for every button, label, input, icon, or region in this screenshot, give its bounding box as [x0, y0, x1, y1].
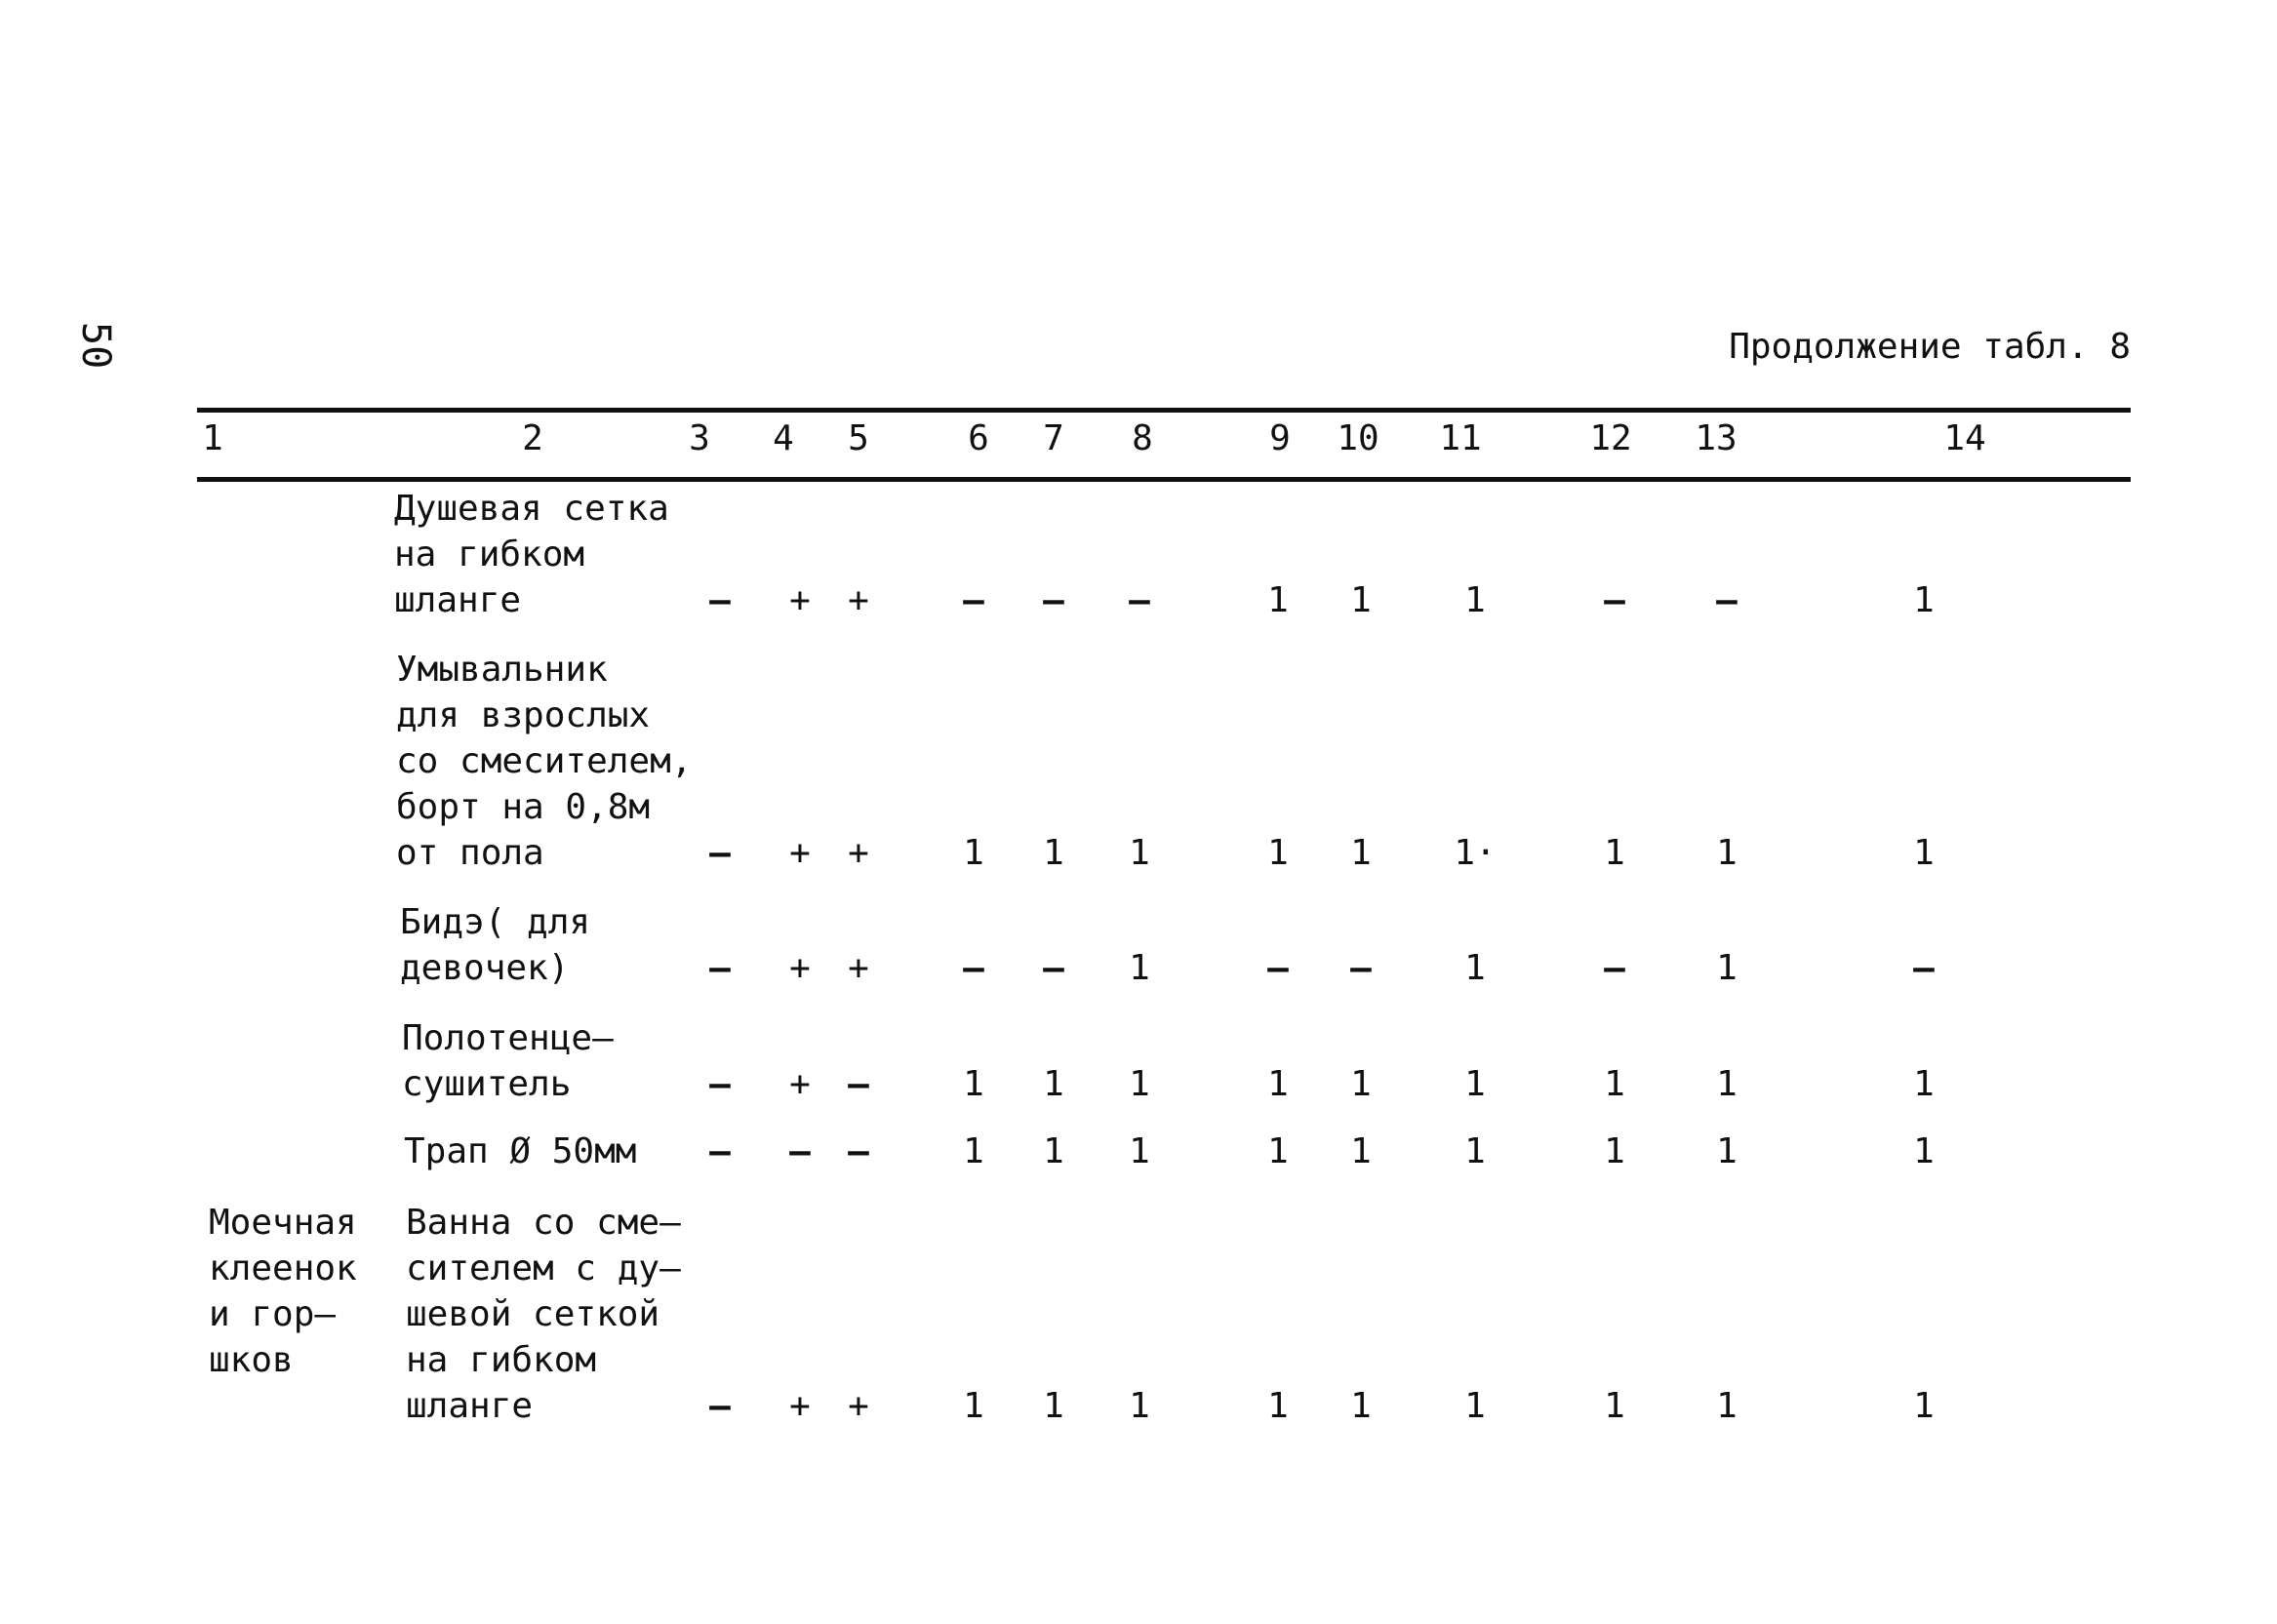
table-cell: –	[1043, 948, 1064, 988]
table-cell: 1	[1913, 833, 1935, 873]
table-cell: –	[709, 1131, 731, 1171]
table-cell: +	[848, 833, 869, 873]
table-cell: 1	[1350, 1386, 1372, 1426]
table-cell: 1	[1913, 580, 1935, 620]
table-cell: 1	[1267, 833, 1289, 873]
table-cell: –	[709, 1064, 731, 1104]
table-cell: 1	[1043, 833, 1064, 873]
table-cell: 1	[1604, 1131, 1625, 1171]
table-cell: 1	[1350, 833, 1372, 873]
table-cell: 1	[1043, 1386, 1064, 1426]
table-cell: 1	[1350, 1064, 1372, 1104]
table-cell: 1	[1913, 1131, 1935, 1171]
column-header-13: 13	[1695, 418, 1738, 458]
room-name: Моечная клеенок и гор– шков	[209, 1203, 357, 1380]
table-cell: +	[848, 580, 869, 620]
table-cell: 1	[1350, 580, 1372, 620]
table-cell: 1	[963, 1131, 984, 1171]
column-header-4: 4	[773, 418, 794, 458]
column-header-3: 3	[689, 418, 710, 458]
table-cell: 1	[1913, 1064, 1935, 1104]
table-cell: –	[963, 580, 984, 620]
table-cell: –	[1267, 948, 1289, 988]
table-cell: –	[1716, 580, 1738, 620]
table-cell: 1	[1464, 948, 1486, 988]
equipment-name: Трап Ø 50мм	[404, 1131, 637, 1171]
table-cell: –	[709, 833, 731, 873]
table-cell: –	[963, 948, 984, 988]
column-header-9: 9	[1269, 418, 1291, 458]
equipment-name: Ванна со сме– сителем с ду– шевой сеткой на гибком шланге	[406, 1203, 681, 1426]
table-cell: –	[848, 1131, 869, 1171]
table-cell: –	[789, 1131, 811, 1171]
table-cell: 1	[963, 1386, 984, 1426]
table-cell: 1	[1716, 833, 1738, 873]
page-number: 50	[73, 322, 118, 370]
column-header-11: 11	[1439, 418, 1482, 458]
table-cell: –	[1604, 580, 1625, 620]
table-cell: 1	[1913, 1386, 1935, 1426]
column-header-8: 8	[1132, 418, 1153, 458]
column-header-5: 5	[848, 418, 869, 458]
table-cell: 1	[1716, 1386, 1738, 1426]
column-header-12: 12	[1589, 418, 1632, 458]
table-cell: 1	[1043, 1064, 1064, 1104]
table-cell: 1	[1043, 1131, 1064, 1171]
table-cell: –	[709, 580, 731, 620]
equipment-name: Бидэ( для девочек)	[400, 902, 591, 988]
table-cell: –	[709, 1386, 731, 1426]
table-cell: –	[1604, 948, 1625, 988]
table-cell: 1	[1129, 1064, 1150, 1104]
table-cell: 1	[1129, 1131, 1150, 1171]
table-cell: 1	[1464, 1131, 1486, 1171]
table-cell: 1	[963, 833, 984, 873]
table-caption: Продолжение табл. 8	[1729, 327, 2131, 367]
table-cell: 1	[1716, 948, 1738, 988]
column-header-7: 7	[1043, 418, 1064, 458]
table-cell: 1	[1716, 1131, 1738, 1171]
table-cell: –	[848, 1064, 869, 1104]
equipment-name: Умывальник для взрослых со смесителем, борт на 0,8м от пола	[396, 650, 693, 873]
equipment-name: Полотенце– сушитель	[402, 1018, 614, 1104]
table-cell: –	[1043, 580, 1064, 620]
table-cell: +	[848, 948, 869, 988]
column-header-14: 14	[1943, 418, 1986, 458]
table-cell: 1	[1350, 1131, 1372, 1171]
equipment-name: Душевая сетка на гибком шланге	[394, 489, 669, 620]
table-cell: 1·	[1454, 833, 1497, 873]
table-top-rule	[197, 408, 2131, 413]
table-cell: 1	[1464, 1064, 1486, 1104]
column-header-2: 2	[522, 418, 543, 458]
table-cell: 1	[1464, 580, 1486, 620]
table-cell: –	[709, 948, 731, 988]
table-cell: 1	[1604, 1064, 1625, 1104]
table-cell: 1	[1129, 948, 1150, 988]
table-cell: +	[848, 1386, 869, 1426]
table-cell: –	[1913, 948, 1935, 988]
table-cell: 1	[1267, 1064, 1289, 1104]
table-cell: 1	[1267, 580, 1289, 620]
table-cell: +	[789, 1064, 811, 1104]
table-header-rule	[197, 477, 2131, 482]
table-cell: 1	[1267, 1386, 1289, 1426]
table-cell: –	[1350, 948, 1372, 988]
table-cell: +	[789, 833, 811, 873]
table-cell: 1	[963, 1064, 984, 1104]
table-cell: –	[1129, 580, 1150, 620]
table-cell: +	[789, 948, 811, 988]
table-cell: +	[789, 1386, 811, 1426]
column-header-6: 6	[968, 418, 989, 458]
table-cell: 1	[1464, 1386, 1486, 1426]
table-cell: 1	[1129, 833, 1150, 873]
column-header-10: 10	[1337, 418, 1379, 458]
table-cell: 1	[1129, 1386, 1150, 1426]
table-cell: +	[789, 580, 811, 620]
table-cell: 1	[1716, 1064, 1738, 1104]
table-cell: 1	[1267, 1131, 1289, 1171]
table-cell: 1	[1604, 1386, 1625, 1426]
table-cell: 1	[1604, 833, 1625, 873]
column-header-1: 1	[202, 418, 223, 458]
